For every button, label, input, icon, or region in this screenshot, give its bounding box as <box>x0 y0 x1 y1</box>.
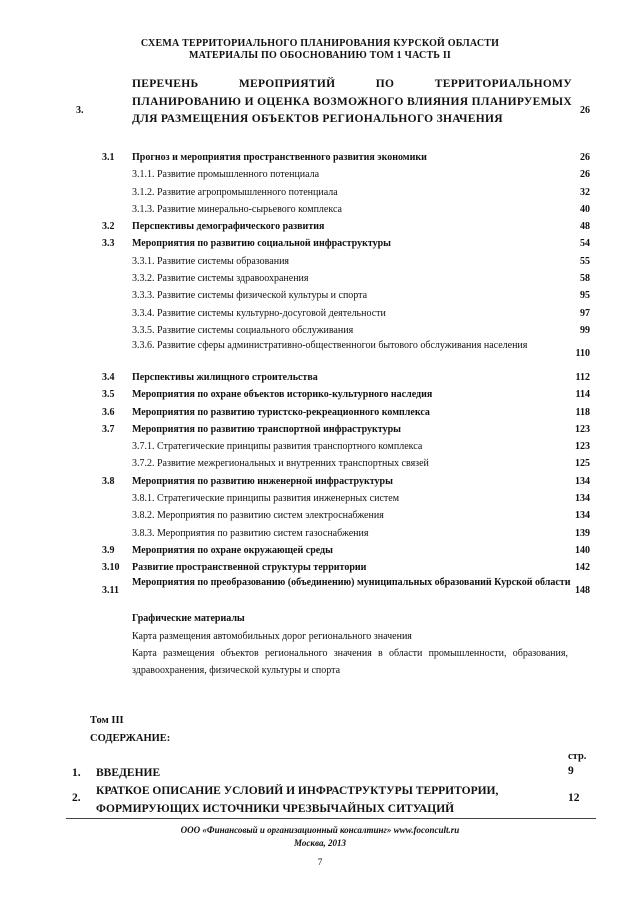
footer-city-year: Москва, 2013 <box>294 838 346 848</box>
volume-title: Том III <box>90 715 124 726</box>
toc-section-3 <box>70 76 600 146</box>
toc-page: 12 <box>568 792 580 804</box>
toc-entry[interactable]: 3.5 Мероприятия по охране объектов историко-культурного наследия 114 <box>102 389 590 401</box>
graphics-item-2: Карта размещения объектов регионального значения в области промышленности, образования, здравоохранения, физической культуры и спорта <box>132 648 568 676</box>
toc-entry[interactable]: 3.3.5. Развитие системы социального обслуживания 99 <box>132 324 590 336</box>
contents-heading: СОДЕРЖАНИЕ: <box>90 733 171 744</box>
toc-entry[interactable]: 3.3.1. Развитие системы образования 55 <box>132 255 590 267</box>
graphics-heading: Графические материалы <box>132 613 245 624</box>
toc-entry-336[interactable]: 3.3.6. Развитие сферы административно-общественногои бытового обслуживания населения 110 <box>132 340 590 359</box>
page-number: 7 <box>317 858 323 868</box>
page-column-label: стр. <box>568 751 587 762</box>
toc-entry[interactable]: 3.10 Развитие пространственной структуры территории 142 <box>102 562 590 574</box>
toc-entry[interactable]: 3.1.2. Развитие агропромышленного потенциала 32 <box>132 186 590 198</box>
toc-entry[interactable]: 3.1.1. Развитие промышленного потенциала 26 <box>132 169 590 181</box>
section-title: ПЕРЕЧЕНЬ МЕРОПРИЯТИЙ ПО ТЕРРИТОРИАЛЬНОМУ ПЛАНИРОВАНИЮ И ОЦЕНКА ВОЗМОЖНОГО ВЛИЯНИЯ ПЛАНИРУЕМЫХ ДЛЯ РАЗМЕЩЕНИЯ ОБЪЕКТОВ РЕГИОНАЛЬНОГО ЗНАЧЕНИЯ <box>132 78 572 125</box>
header-subtitle: МАТЕРИАЛЫ ПО ОБОСНОВАНИЮ ТОМ 1 ЧАСТЬ II <box>188 50 452 61</box>
toc-entry[interactable]: 3.6 Мероприятия по развитию туристско-рекреационного комплекса 118 <box>102 406 590 418</box>
section-page: 26 <box>580 105 590 116</box>
toc-num: 1. <box>72 767 81 779</box>
toc-entry[interactable]: 3.8 Мероприятия по развитию инженерной инфраструктуры 134 <box>102 475 590 487</box>
toc-entry[interactable]: 3.7.2. Развитие межрегиональных и внутренних транспортных связей 125 <box>132 458 590 470</box>
footer-company: ООО «Финансовый и организационный консалтинг» www.foconcult.ru <box>180 825 460 835</box>
graphics-item-1: Карта размещения автомобильных дорог регионального значения <box>132 631 412 642</box>
toc-entry[interactable]: 3.8.1. Стратегические принципы развития инженерных систем 134 <box>132 493 590 505</box>
toc-entry[interactable]: 3.1.3. Развитие минерально-сырьевого комплекса 40 <box>132 203 590 215</box>
toc-title: КРАТКОЕ ОПИСАНИЕ УСЛОВИЙ И ИНФРАСТРУКТУРЫ ТЕРРИТОРИИ, ФОРМИРУЮЩИХ ИСТОЧНИКИ ЧРЕЗВЫЧАЙНЫХ СИТУАЦИЙ <box>96 785 499 815</box>
toc-entry[interactable]: 3.8.2. Мероприятия по развитию систем электроснабжения 134 <box>132 510 590 522</box>
toc-list-2 <box>70 370 600 578</box>
toc-entry[interactable]: 3.7.1. Стратегические принципы развития транспортного комплекса 123 <box>132 441 590 453</box>
toc-page: 9 <box>568 765 574 777</box>
toc-entry[interactable]: 3.2 Перспективы демографического развития 48 <box>102 221 590 233</box>
toc-entry[interactable]: 3.9 Мероприятия по охране окружающей среды 140 <box>102 544 590 556</box>
toc-entry[interactable]: 3.8.3. Мероприятия по развитию систем газоснабжения 139 <box>132 527 590 539</box>
header-title: СХЕМА ТЕРРИТОРИАЛЬНОГО ПЛАНИРОВАНИЯ КУРСКОЙ ОБЛАСТИ <box>140 38 500 49</box>
page-header <box>0 38 640 62</box>
toc-entry[interactable]: 3.7 Мероприятия по развитию транспортной инфраструктуры 123 <box>102 423 590 435</box>
toc-list-1 <box>70 150 600 340</box>
toc-title: ВВЕДЕНИЕ <box>96 767 161 779</box>
toc-entry[interactable]: 3.3.3. Развитие системы физической культуры и спорта 95 <box>132 290 590 302</box>
toc-entry[interactable]: 3.3 Мероприятия по развитию социальной инфраструктуры 54 <box>102 238 590 250</box>
footer-divider <box>66 818 596 819</box>
toc-entry[interactable]: 3.4 Перспективы жилищного строительства 112 <box>102 372 590 383</box>
toc-entry[interactable]: 3.3.2. Развитие системы здравоохранения 58 <box>132 273 590 285</box>
section-number: 3. <box>76 105 84 116</box>
toc-num: 2. <box>72 792 81 804</box>
toc-entry[interactable]: 3.1 Прогноз и мероприятия пространственного развития экономики 26 <box>102 152 590 163</box>
toc-entry[interactable]: 3.3.4. Развитие системы культурно-досуговой деятельности 97 <box>132 307 590 319</box>
toc-entry-311[interactable]: 3.11 Мероприятия по преобразованию (объединению) муниципальных образований Курской области 148 <box>102 577 590 596</box>
